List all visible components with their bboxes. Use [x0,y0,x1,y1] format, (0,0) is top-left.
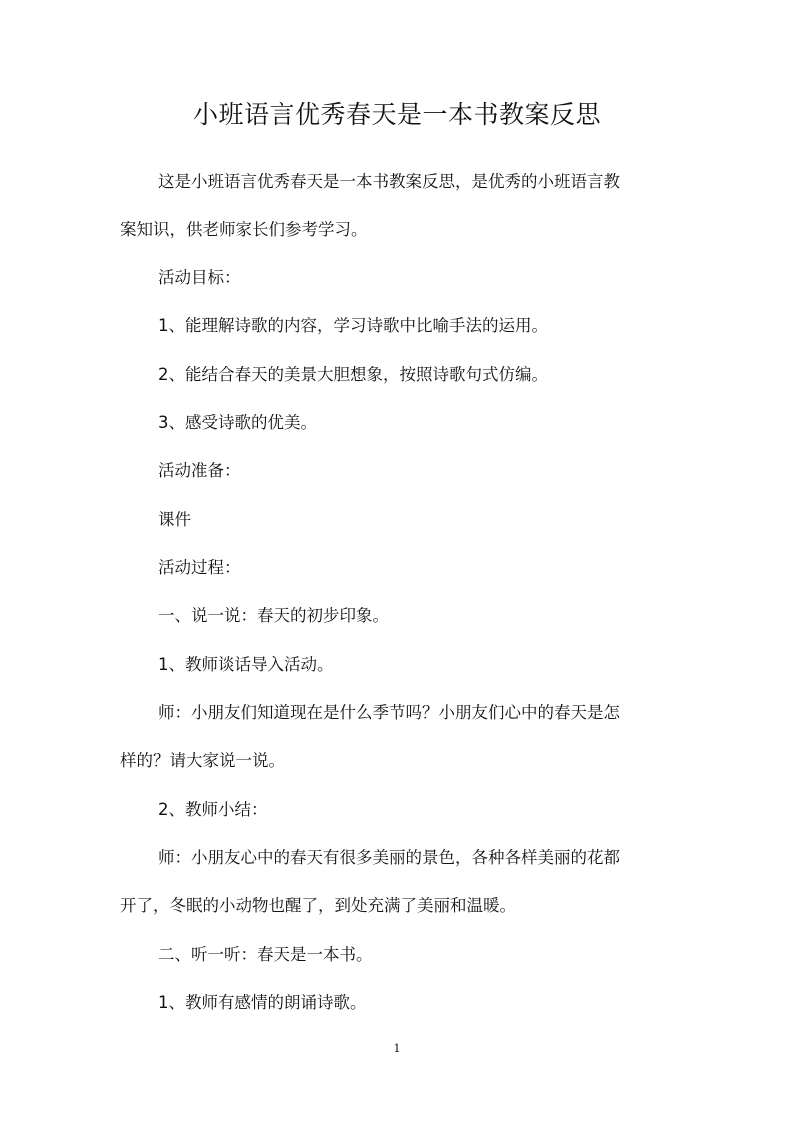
preparation-item: 课件 [158,510,191,529]
teacher-line-1b: 样的？请大家说一说。 [120,751,285,770]
teacher-line-1a: 师：小朋友们知道现在是什么季节吗？小朋友们心中的春天是怎 [158,703,620,722]
goal-item-3: 3、感受诗歌的优美。 [158,413,317,432]
page-number: 1 [393,1042,401,1055]
teacher-line-2b: 开了，冬眠的小动物也醒了，到处充满了美丽和温暖。 [120,896,516,915]
process-step-1: 一、说一说：春天的初步印象。 [158,606,389,625]
process-substep-2: 2、教师小结： [158,800,268,819]
section-heading-goals: 活动目标： [158,268,241,287]
intro-line-1: 这是小班语言优秀春天是一本书教案反思，是优秀的小班语言教 [158,172,620,191]
process-substep-1: 1、教师谈话导入活动。 [158,655,334,674]
process-substep-3: 1、教师有感情的朗诵诗歌。 [158,993,367,1012]
section-heading-process: 活动过程： [158,558,241,577]
intro-line-2: 案知识，供老师家长们参考学习。 [120,220,368,239]
section-heading-preparation: 活动准备： [158,461,241,480]
goal-item-2: 2、能结合春天的美景大胆想象，按照诗歌句式仿编。 [158,365,548,384]
process-step-2: 二、听一听：春天是一本书。 [158,945,373,964]
teacher-line-2a: 师：小朋友心中的春天有很多美丽的景色，各种各样美丽的花都 [158,848,620,867]
goal-item-1: 1、能理解诗歌的内容，学习诗歌中比喻手法的运用。 [158,316,548,335]
document-title: 小班语言优秀春天是一本书教案反思 [192,100,601,129]
